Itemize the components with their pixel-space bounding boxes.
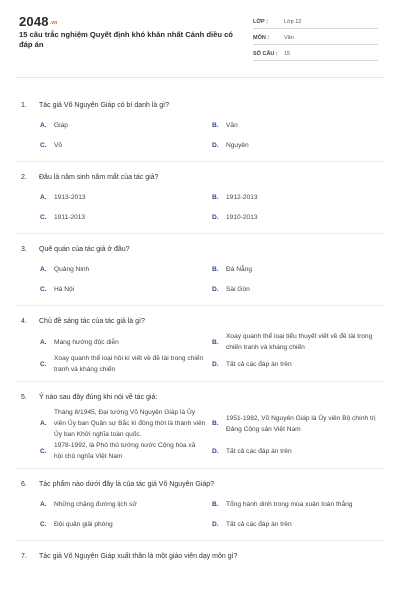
meta-row-count [253, 47, 378, 61]
option-letter: C. [40, 285, 47, 293]
meta-label: LỚP : [253, 19, 268, 25]
question-divider [16, 233, 384, 234]
option-letter: D. [212, 285, 219, 293]
answer-option[interactable] [40, 494, 212, 514]
option-letter: B. [212, 420, 219, 427]
answer-option[interactable] [212, 259, 384, 279]
site-logo[interactable] [19, 14, 58, 29]
option-text: Đà Nẵng [226, 265, 253, 273]
option-letter: A. [40, 338, 47, 346]
question-number: 4. [21, 317, 27, 325]
question-header [21, 242, 400, 256]
option-letter: C. [40, 213, 47, 221]
option-text: Xoay quanh thể loại hồi kí viết về đề tài trong chiến tranh và kháng chiến [54, 355, 204, 373]
question-divider [16, 468, 384, 469]
question-text: Tác phẩm nào dưới đây là của tác giả Võ Nguyên Giáp? [39, 480, 215, 488]
option-letter: A. [40, 265, 47, 273]
option-letter: C. [40, 520, 47, 528]
answer-option[interactable] [212, 514, 384, 534]
meta-info [253, 15, 378, 63]
question-header [21, 170, 400, 184]
answer-option[interactable] [212, 207, 384, 227]
answer-option[interactable] [40, 279, 212, 299]
option-text: 1911-2013 [54, 213, 86, 221]
answer-option[interactable] [40, 514, 212, 534]
question-number: 6. [21, 480, 27, 488]
option-text: 1951-1982, Võ Nguyên Giáp là Ủy viên Bộ chính trị Đảng Cộng sản Việt Nam [226, 414, 376, 433]
option-letter: D. [212, 447, 219, 455]
question-text: Tác giả Võ Nguyên Giáp xuất thân là một giáo viên dạy môn gì? [39, 552, 238, 560]
option-text: 1913-2013 [54, 193, 86, 201]
question-divider [16, 161, 384, 162]
answer-option[interactable] [212, 331, 384, 353]
question-list [0, 98, 400, 563]
answer-option[interactable] [212, 115, 384, 135]
meta-value: Văn [284, 35, 294, 41]
option-text: Sài Gòn [226, 285, 250, 293]
option-text: Nguyên [226, 141, 249, 149]
answer-option[interactable] [212, 494, 384, 514]
answer-option[interactable] [212, 353, 384, 375]
answer-option[interactable] [212, 279, 384, 299]
answer-option[interactable] [40, 207, 212, 227]
meta-label: SỐ CÂU : [253, 51, 278, 57]
option-letter: A. [40, 193, 47, 201]
option-text: Văn [226, 121, 238, 129]
answer-option[interactable] [40, 259, 212, 279]
question-divider [16, 305, 384, 306]
option-text: Mang hướng độc diễn [54, 338, 119, 346]
option-letter: D. [212, 213, 219, 221]
option-text: Đội quân giải phóng [54, 520, 113, 528]
option-text: 1978-1992, là Phó thủ tướng nước Cộng hòa xã hội chủ nghĩa Việt Nam [54, 442, 196, 460]
question-number: 3. [21, 245, 27, 253]
question-header [21, 390, 400, 404]
option-text: Quảng Ninh [54, 265, 90, 273]
question-4 [0, 314, 400, 375]
question-2 [0, 170, 400, 227]
question-divider [16, 381, 384, 382]
answer-option[interactable] [212, 407, 384, 440]
meta-value: 15 [284, 51, 291, 57]
option-text: Tất cả các đáp án trên [226, 447, 292, 455]
option-letter: B. [212, 193, 219, 201]
question-6 [0, 477, 400, 534]
question-number: 7. [21, 552, 27, 560]
option-letter: C. [40, 447, 47, 455]
answer-option[interactable] [40, 407, 212, 440]
answer-option[interactable] [40, 353, 212, 375]
option-letter: D. [212, 360, 219, 368]
question-number: 5. [21, 393, 27, 401]
answer-option[interactable] [212, 440, 384, 462]
answer-option[interactable] [40, 115, 212, 135]
answer-options [21, 407, 400, 462]
question-text: Ý nào sau đây đúng khi nói về tác giả: [39, 393, 158, 401]
meta-row-subject [253, 31, 378, 45]
question-header [21, 549, 400, 563]
option-text: Võ [54, 141, 63, 149]
document-header [0, 0, 400, 72]
answer-options [21, 115, 400, 155]
option-text: Tổng hành dinh trong mùa xuân toàn thắng [226, 500, 353, 508]
question-5 [0, 390, 400, 462]
answer-option[interactable] [40, 135, 212, 155]
question-header [21, 98, 400, 112]
answer-option[interactable] [212, 135, 384, 155]
question-number: 1. [21, 101, 27, 109]
answer-option[interactable] [212, 187, 384, 207]
option-text: Tất cả các đáp án trên [226, 520, 292, 528]
option-letter: D. [212, 141, 219, 149]
answer-option[interactable] [40, 187, 212, 207]
question-3 [0, 242, 400, 299]
question-header [21, 314, 400, 328]
option-text: Tất cả các đáp án trên [226, 360, 292, 368]
option-letter: B. [212, 265, 219, 273]
meta-value: Lớp 12 [284, 19, 302, 25]
option-text: Tháng 8/1945, Đại tướng Võ Nguyên Giáp là Ủy viên Ủy ban Quân sự Bắc kì đồng thời là thành viên Ủy ban Khởi nghĩa toàn quốc. [54, 409, 206, 438]
answer-option[interactable] [40, 331, 212, 353]
logo-text: 2048 [19, 14, 49, 29]
question-number: 2. [21, 173, 27, 181]
header-divider [16, 77, 384, 78]
answer-options [21, 331, 400, 375]
option-text: 1910-2013 [226, 213, 258, 221]
option-letter: B. [212, 338, 219, 346]
option-letter: C. [40, 141, 47, 149]
question-7 [0, 549, 400, 563]
option-text: 1912-2013 [226, 193, 258, 201]
logo-suffix: .vn [49, 19, 58, 26]
question-text: Quê quán của tác giả ở đâu? [39, 245, 130, 253]
answer-options [21, 259, 400, 299]
meta-row-class [253, 15, 378, 29]
option-letter: B. [212, 500, 219, 508]
answer-options [21, 494, 400, 534]
option-letter: A. [40, 420, 47, 427]
option-text: Những chặng đường lịch sử [54, 500, 137, 508]
option-letter: A. [40, 121, 47, 129]
question-text: Đâu là năm sinh năm mất của tác giả? [39, 173, 159, 181]
option-letter: A. [40, 500, 47, 508]
option-letter: D. [212, 520, 219, 528]
question-divider [16, 540, 384, 541]
question-text: Chủ đề sáng tác của tác giả là gì? [39, 317, 145, 325]
question-header [21, 477, 400, 491]
meta-label: MÔN : [253, 35, 270, 41]
document-title: 15 câu trắc nghiệm Quyết định khó khăn nhất Cánh diều có đáp án [19, 30, 233, 49]
answer-option[interactable] [40, 440, 212, 462]
option-text: Giáp [54, 121, 68, 129]
option-letter: B. [212, 121, 219, 129]
option-text: Hà Nội [54, 285, 75, 293]
option-letter: C. [40, 360, 47, 368]
answer-options [21, 187, 400, 227]
option-text: Xoay quanh thể loại tiểu thuyết viết về đề tài trong chiến tranh và kháng chiến [226, 333, 373, 351]
question-1 [0, 98, 400, 155]
question-text: Tác giả Võ Nguyên Giáp có bí danh là gì? [39, 101, 169, 109]
